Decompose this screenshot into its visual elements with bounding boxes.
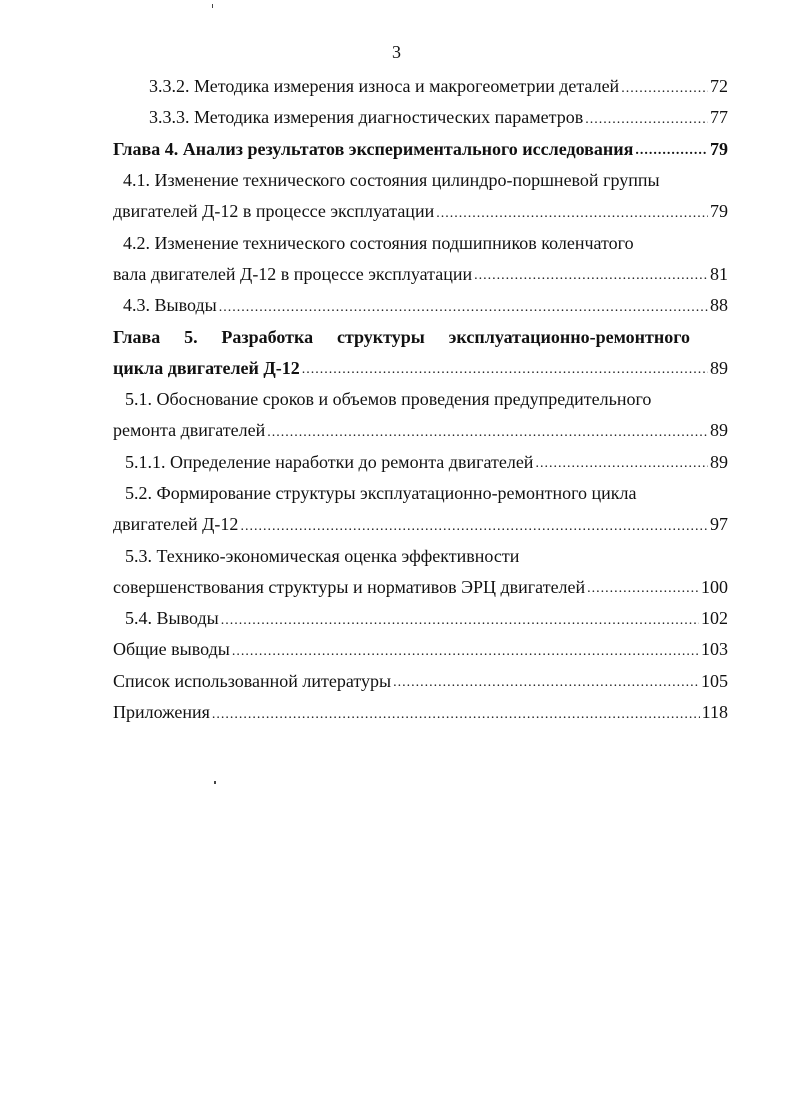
toc-page-number: 100 xyxy=(701,576,728,597)
toc-entry-title-continued: двигателей Д-12 в процессе эксплуатации xyxy=(113,201,435,222)
toc-entry-5-4[interactable] xyxy=(113,603,728,634)
toc-page-number: 89 xyxy=(710,420,728,441)
toc-entry-title-continued: двигателей Д-12 xyxy=(113,514,239,535)
dot-leader xyxy=(393,671,699,691)
dot-leader xyxy=(621,77,708,97)
toc-entry-title: Глава 4. Анализ результатов экспериментального исследования xyxy=(113,138,634,159)
toc-page-number: 102 xyxy=(701,608,728,629)
toc-page-number: 77 xyxy=(710,107,728,128)
toc-entry-4-2-line2[interactable] xyxy=(113,259,728,290)
dot-leader xyxy=(267,421,708,441)
dot-leader xyxy=(212,703,700,723)
toc-entry-title: 5.1. Обоснование сроков и объемов проведения предупредительного xyxy=(125,389,652,410)
toc-entry-chapter-5-line1[interactable] xyxy=(113,321,728,352)
toc-entry-4-1-line1[interactable] xyxy=(113,165,728,196)
toc-entry-5-3-line1[interactable] xyxy=(113,540,728,571)
toc-entry-4-2-line1[interactable] xyxy=(113,227,728,258)
dot-leader xyxy=(585,108,708,128)
toc-page-number: 79 xyxy=(710,138,728,159)
toc-word: структуры xyxy=(336,326,425,347)
toc-entry-chapter-5-line2[interactable] xyxy=(113,353,728,384)
toc-page-number: 72 xyxy=(710,76,728,97)
toc-entry-title-continued: ремонта двигателей xyxy=(113,420,266,441)
toc-entry-title: Список использованной литературы xyxy=(113,670,392,691)
dot-leader xyxy=(474,264,708,284)
toc-word: 5. xyxy=(184,326,198,347)
toc-entry-title: 4.3. Выводы xyxy=(123,295,217,316)
toc-entry-3-3-2[interactable] xyxy=(113,71,728,102)
toc-entry-appendices[interactable] xyxy=(113,697,728,728)
toc-page-number: 81 xyxy=(710,263,728,284)
dot-leader xyxy=(240,515,708,535)
toc-entry-title: 4.1. Изменение технического состояния цилиндро-поршневой группы xyxy=(123,170,660,191)
toc-page-number: 89 xyxy=(710,357,728,378)
toc-entry-5-2-line2[interactable] xyxy=(113,509,728,540)
toc-entry-3-3-3[interactable] xyxy=(113,102,728,133)
toc-page-number: 105 xyxy=(701,670,728,691)
toc-word: Глава xyxy=(113,326,161,347)
toc-page-number: 89 xyxy=(710,451,728,472)
toc-entry-title: Приложения xyxy=(113,702,210,723)
toc-page-number: 103 xyxy=(701,639,728,660)
toc-entry-5-1-line1[interactable] xyxy=(113,384,728,415)
toc-entry-title: 5.1.1. Определение наработки до ремонта двигателей xyxy=(125,451,534,472)
toc-entry-title: 3.3.3. Методика измерения диагностических параметров xyxy=(149,107,584,128)
dot-leader xyxy=(221,609,699,629)
toc-word: Разработка xyxy=(221,326,314,347)
scan-speck xyxy=(214,781,216,784)
toc-page-number: 118 xyxy=(701,702,728,723)
toc-entry-references[interactable] xyxy=(113,666,728,697)
toc-page-number: 97 xyxy=(710,514,728,535)
toc-entry-5-1-1[interactable] xyxy=(113,447,728,478)
toc-page-number: 88 xyxy=(710,295,728,316)
toc-entry-4-3[interactable] xyxy=(113,290,728,321)
toc-entry-5-3-line2[interactable] xyxy=(113,572,728,603)
toc-entry-title-continued: совершенствования структуры и нормативов ЭРЦ двигателей xyxy=(113,576,586,597)
toc-entry-title: 5.3. Технико-экономическая оценка эффективности xyxy=(125,545,520,566)
table-of-contents xyxy=(113,71,728,728)
toc-word: эксплуатационно-ремонтного xyxy=(448,326,690,347)
dot-leader xyxy=(436,202,708,222)
dot-leader xyxy=(232,640,699,660)
toc-entry-5-1-line2[interactable] xyxy=(113,415,728,446)
toc-entry-title: 3.3.2. Методика измерения износа и макрогеометрии деталей xyxy=(149,76,620,97)
dot-leader xyxy=(302,358,708,378)
toc-entry-5-2-line1[interactable] xyxy=(113,478,728,509)
toc-entry-title: 5.4. Выводы xyxy=(125,608,219,629)
dot-leader xyxy=(535,452,708,472)
toc-entry-title: 4.2. Изменение технического состояния подшипников коленчатого xyxy=(123,232,634,253)
toc-entry-title: Общие выводы xyxy=(113,639,230,660)
scan-speck xyxy=(212,4,213,8)
toc-entry-conclusions[interactable] xyxy=(113,634,728,665)
dot-leader xyxy=(635,139,708,159)
dot-leader xyxy=(219,296,708,316)
toc-entry-title-continued: вала двигателей Д-12 в процессе эксплуатации xyxy=(113,263,473,284)
page-number: 3 xyxy=(392,42,401,62)
toc-entry-title-continued: цикла двигателей Д-12 xyxy=(113,357,300,378)
toc-page-number: 79 xyxy=(710,201,728,222)
toc-entry-title: 5.2. Формирование структуры эксплуатационно-ремонтного цикла xyxy=(125,483,637,503)
toc-entry-chapter-4[interactable] xyxy=(113,134,728,165)
toc-entry-4-1-line2[interactable] xyxy=(113,196,728,227)
dot-leader xyxy=(587,577,699,597)
